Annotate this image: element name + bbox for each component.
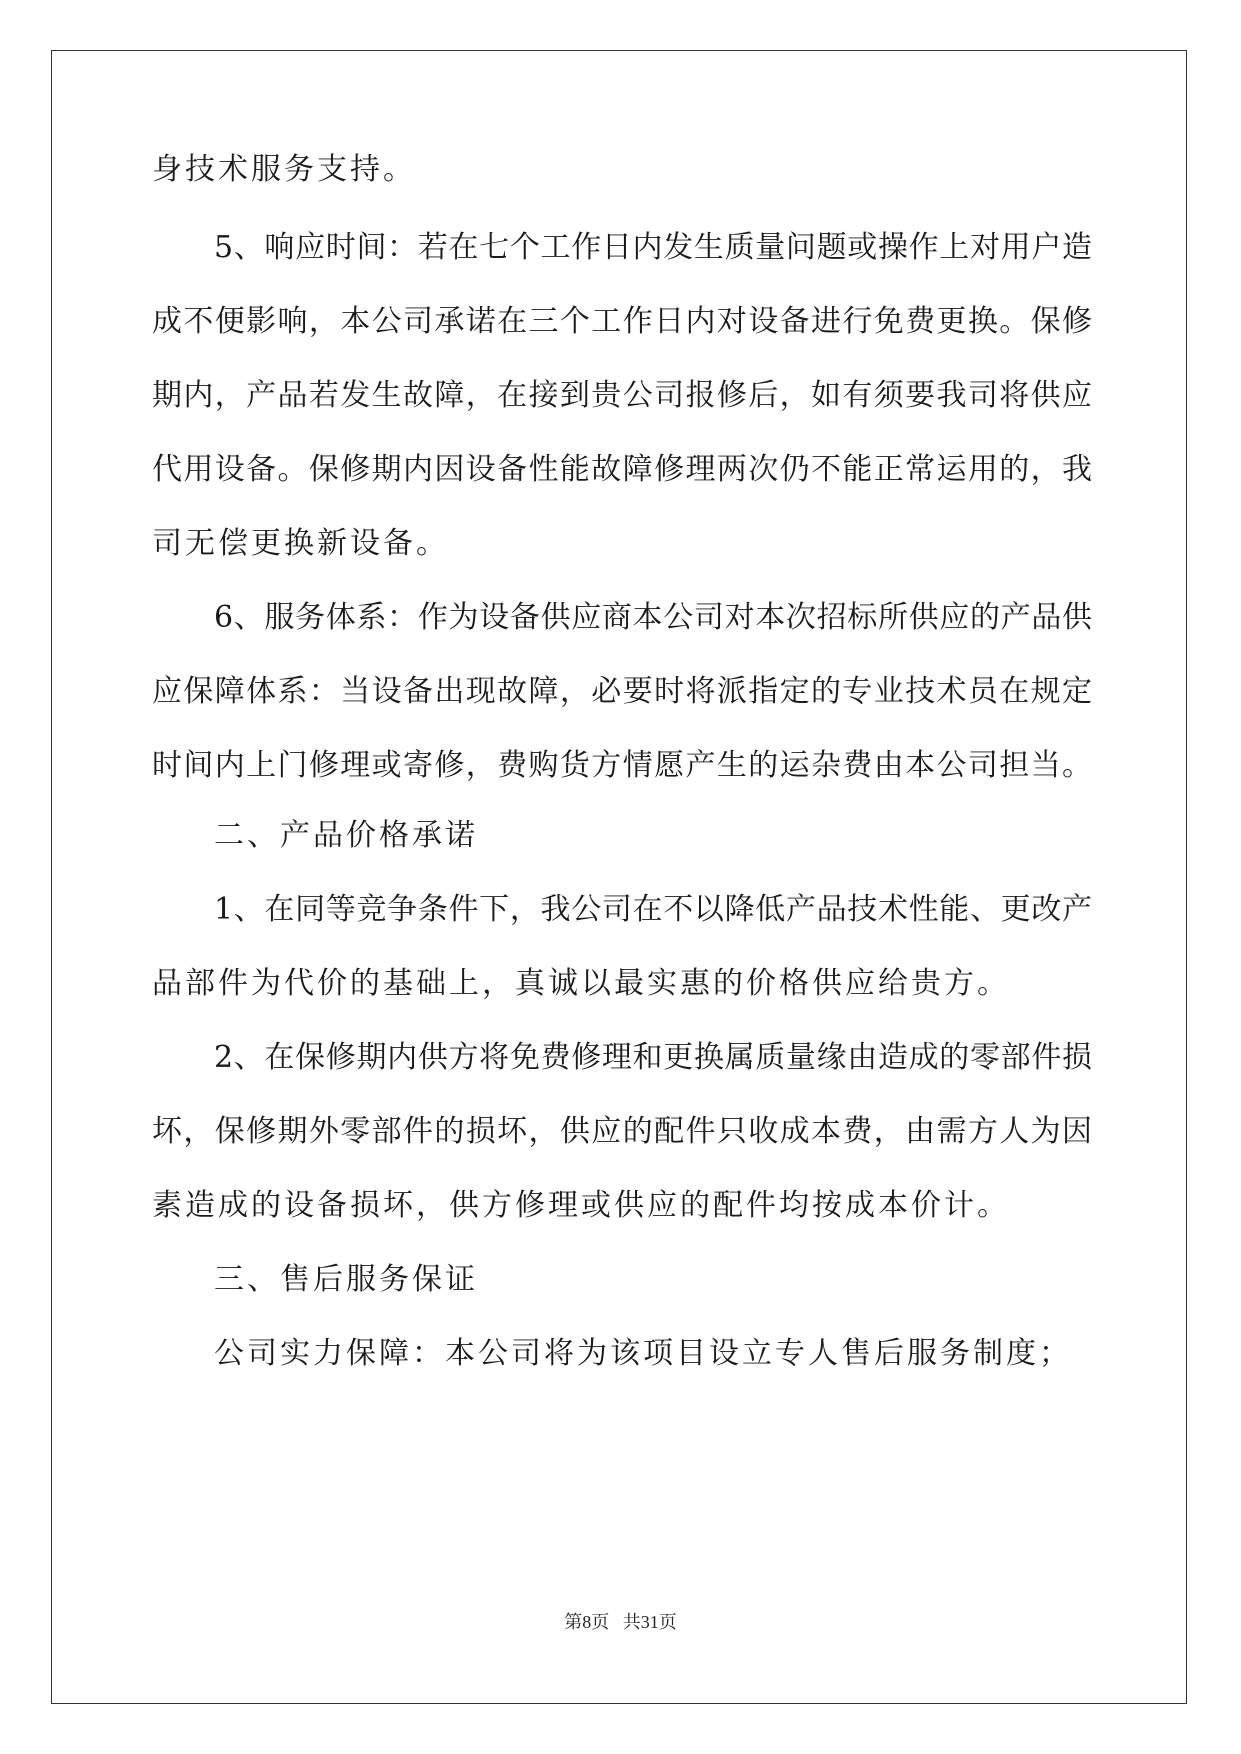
text-line: 2、在保修期内供方将免费修理和更换属质量缘由造成的零部件损 (214, 1040, 1092, 1075)
text-line: 应保障体系：当设备出现故障，必要时将派指定的专业技术员在规定 (152, 674, 1092, 709)
page-border (51, 50, 1187, 1704)
text-line: 司无偿更换新设备。 (152, 526, 449, 561)
text-line: 5、响应时间：若在七个工作日内发生质量问题或操作上对用户造 (214, 230, 1092, 265)
text-line: 期内，产品若发生故障，在接到贵公司报修后，如有须要我司将供应 (152, 378, 1092, 413)
text-line: 6、服务体系：作为设备供应商本公司对本次招标所供应的产品供 (214, 600, 1092, 635)
text-line: 1、在同等竞争条件下，我公司在不以降低产品技术性能、更改产 (214, 892, 1092, 927)
section-heading: 三、售后服务保证 (214, 1262, 478, 1297)
text-line: 成不便影响，本公司承诺在三个工作日内对设备进行免费更换。保修 (152, 304, 1092, 339)
text-line: 品部件为代价的基础上，真诚以最实惠的价格供应给贵方。 (152, 966, 1010, 1001)
text-line: 身技术服务支持。 (152, 152, 416, 187)
page-number-footer: 第8页 共31页 (564, 1612, 677, 1632)
text-line: 公司实力保障：本公司将为该项目设立专人售后服务制度； (214, 1336, 1072, 1371)
text-line: 素造成的设备损坏，供方修理或供应的配件均按成本价计。 (152, 1188, 1010, 1223)
text-line: 代用设备。保修期内因设备性能故障修理两次仍不能正常运用的，我 (152, 452, 1092, 487)
text-line: 时间内上门修理或寄修，费购货方情愿产生的运杂费由本公司担当。 (152, 748, 1092, 783)
section-heading: 二、产品价格承诺 (214, 818, 478, 853)
text-line: 坏，保修期外零部件的损坏，供应的配件只收成本费，由需方人为因 (152, 1114, 1092, 1149)
